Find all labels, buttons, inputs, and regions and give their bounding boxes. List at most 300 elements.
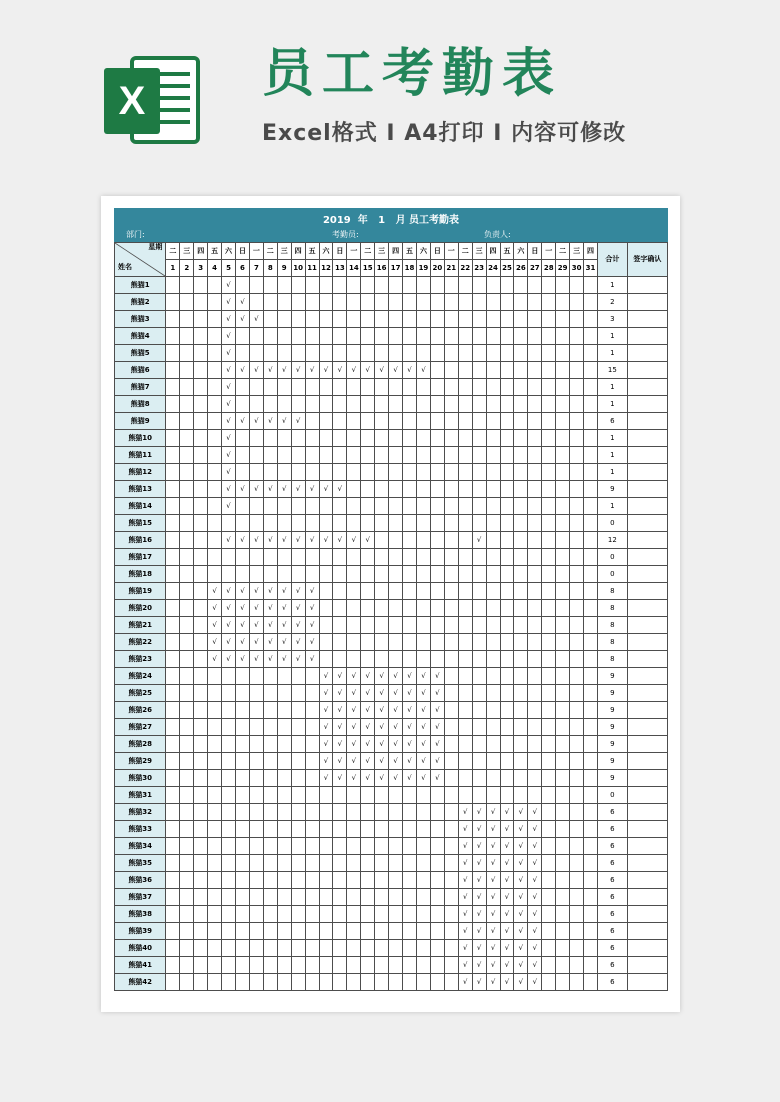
attendance-cell[interactable]: √ bbox=[263, 600, 277, 617]
attendance-cell[interactable] bbox=[263, 328, 277, 345]
attendance-cell[interactable] bbox=[444, 651, 458, 668]
attendance-cell[interactable]: √ bbox=[277, 532, 291, 549]
attendance-cell[interactable] bbox=[584, 668, 598, 685]
attendance-cell[interactable] bbox=[361, 379, 375, 396]
attendance-cell[interactable] bbox=[291, 702, 305, 719]
attendance-cell[interactable]: √ bbox=[319, 770, 333, 787]
attendance-cell[interactable]: √ bbox=[305, 362, 319, 379]
attendance-cell[interactable] bbox=[570, 804, 584, 821]
attendance-cell[interactable] bbox=[361, 634, 375, 651]
attendance-cell[interactable] bbox=[556, 362, 570, 379]
attendance-cell[interactable] bbox=[584, 277, 598, 294]
attendance-cell[interactable] bbox=[416, 940, 430, 957]
attendance-cell[interactable] bbox=[570, 379, 584, 396]
attendance-cell[interactable]: √ bbox=[333, 532, 347, 549]
signature-cell[interactable] bbox=[627, 362, 667, 379]
attendance-cell[interactable] bbox=[180, 583, 194, 600]
attendance-cell[interactable] bbox=[277, 736, 291, 753]
attendance-cell[interactable] bbox=[333, 872, 347, 889]
attendance-cell[interactable] bbox=[305, 328, 319, 345]
attendance-cell[interactable] bbox=[236, 855, 250, 872]
attendance-cell[interactable] bbox=[570, 464, 584, 481]
attendance-cell[interactable] bbox=[458, 685, 472, 702]
attendance-cell[interactable] bbox=[194, 294, 208, 311]
attendance-cell[interactable]: √ bbox=[514, 838, 528, 855]
attendance-cell[interactable]: √ bbox=[249, 617, 263, 634]
attendance-cell[interactable] bbox=[361, 498, 375, 515]
signature-cell[interactable] bbox=[627, 481, 667, 498]
attendance-cell[interactable] bbox=[166, 702, 180, 719]
attendance-cell[interactable] bbox=[584, 413, 598, 430]
attendance-cell[interactable] bbox=[180, 294, 194, 311]
attendance-cell[interactable]: √ bbox=[486, 923, 500, 940]
signature-cell[interactable] bbox=[627, 328, 667, 345]
attendance-cell[interactable] bbox=[249, 957, 263, 974]
attendance-cell[interactable] bbox=[277, 804, 291, 821]
attendance-cell[interactable] bbox=[208, 906, 222, 923]
attendance-cell[interactable] bbox=[542, 855, 556, 872]
attendance-cell[interactable] bbox=[444, 855, 458, 872]
attendance-cell[interactable] bbox=[263, 464, 277, 481]
signature-cell[interactable] bbox=[627, 889, 667, 906]
signature-cell[interactable] bbox=[627, 498, 667, 515]
attendance-cell[interactable]: √ bbox=[291, 413, 305, 430]
attendance-cell[interactable] bbox=[472, 617, 486, 634]
attendance-cell[interactable]: √ bbox=[528, 957, 542, 974]
attendance-cell[interactable] bbox=[180, 481, 194, 498]
attendance-cell[interactable] bbox=[403, 277, 417, 294]
attendance-cell[interactable]: √ bbox=[486, 855, 500, 872]
attendance-cell[interactable] bbox=[444, 685, 458, 702]
attendance-cell[interactable] bbox=[458, 396, 472, 413]
signature-cell[interactable] bbox=[627, 651, 667, 668]
attendance-cell[interactable] bbox=[486, 736, 500, 753]
attendance-cell[interactable] bbox=[180, 821, 194, 838]
attendance-cell[interactable]: √ bbox=[222, 430, 236, 447]
attendance-cell[interactable]: √ bbox=[208, 617, 222, 634]
attendance-cell[interactable] bbox=[486, 379, 500, 396]
attendance-cell[interactable] bbox=[222, 957, 236, 974]
attendance-cell[interactable] bbox=[333, 804, 347, 821]
attendance-cell[interactable] bbox=[222, 736, 236, 753]
attendance-cell[interactable] bbox=[486, 311, 500, 328]
attendance-cell[interactable]: √ bbox=[249, 634, 263, 651]
attendance-cell[interactable] bbox=[305, 515, 319, 532]
attendance-cell[interactable] bbox=[194, 804, 208, 821]
attendance-cell[interactable] bbox=[166, 974, 180, 991]
attendance-cell[interactable] bbox=[528, 566, 542, 583]
attendance-cell[interactable] bbox=[500, 566, 514, 583]
attendance-cell[interactable] bbox=[347, 855, 361, 872]
attendance-cell[interactable] bbox=[514, 702, 528, 719]
attendance-cell[interactable] bbox=[249, 277, 263, 294]
attendance-cell[interactable] bbox=[556, 872, 570, 889]
attendance-cell[interactable] bbox=[375, 549, 389, 566]
attendance-cell[interactable] bbox=[319, 498, 333, 515]
attendance-cell[interactable] bbox=[556, 481, 570, 498]
attendance-cell[interactable] bbox=[472, 396, 486, 413]
attendance-cell[interactable] bbox=[222, 719, 236, 736]
attendance-cell[interactable] bbox=[222, 668, 236, 685]
attendance-cell[interactable] bbox=[333, 974, 347, 991]
attendance-cell[interactable] bbox=[570, 855, 584, 872]
attendance-cell[interactable] bbox=[389, 481, 403, 498]
attendance-cell[interactable] bbox=[472, 379, 486, 396]
attendance-cell[interactable] bbox=[403, 923, 417, 940]
attendance-cell[interactable] bbox=[236, 787, 250, 804]
attendance-cell[interactable] bbox=[208, 838, 222, 855]
attendance-cell[interactable] bbox=[486, 515, 500, 532]
attendance-cell[interactable] bbox=[458, 481, 472, 498]
attendance-cell[interactable] bbox=[500, 328, 514, 345]
attendance-cell[interactable] bbox=[486, 685, 500, 702]
attendance-cell[interactable] bbox=[194, 685, 208, 702]
attendance-cell[interactable] bbox=[416, 379, 430, 396]
attendance-cell[interactable] bbox=[556, 532, 570, 549]
attendance-cell[interactable] bbox=[208, 940, 222, 957]
attendance-cell[interactable] bbox=[319, 855, 333, 872]
attendance-cell[interactable] bbox=[319, 311, 333, 328]
attendance-cell[interactable] bbox=[556, 821, 570, 838]
attendance-cell[interactable] bbox=[570, 668, 584, 685]
attendance-cell[interactable]: √ bbox=[500, 804, 514, 821]
attendance-cell[interactable]: √ bbox=[249, 481, 263, 498]
attendance-cell[interactable] bbox=[430, 311, 444, 328]
attendance-cell[interactable]: √ bbox=[472, 532, 486, 549]
attendance-cell[interactable] bbox=[472, 719, 486, 736]
attendance-cell[interactable] bbox=[180, 940, 194, 957]
attendance-cell[interactable]: √ bbox=[236, 634, 250, 651]
attendance-cell[interactable] bbox=[486, 481, 500, 498]
attendance-cell[interactable] bbox=[347, 787, 361, 804]
attendance-cell[interactable] bbox=[430, 634, 444, 651]
attendance-cell[interactable] bbox=[444, 566, 458, 583]
signature-cell[interactable] bbox=[627, 379, 667, 396]
attendance-cell[interactable] bbox=[333, 957, 347, 974]
attendance-cell[interactable] bbox=[333, 651, 347, 668]
signature-cell[interactable] bbox=[627, 583, 667, 600]
attendance-cell[interactable] bbox=[556, 719, 570, 736]
attendance-cell[interactable]: √ bbox=[249, 362, 263, 379]
attendance-cell[interactable] bbox=[542, 447, 556, 464]
attendance-cell[interactable] bbox=[403, 940, 417, 957]
attendance-cell[interactable]: √ bbox=[361, 685, 375, 702]
attendance-cell[interactable]: √ bbox=[236, 583, 250, 600]
attendance-cell[interactable]: √ bbox=[222, 651, 236, 668]
attendance-cell[interactable] bbox=[277, 940, 291, 957]
attendance-cell[interactable] bbox=[194, 974, 208, 991]
attendance-cell[interactable] bbox=[166, 447, 180, 464]
attendance-cell[interactable] bbox=[263, 515, 277, 532]
attendance-cell[interactable] bbox=[180, 702, 194, 719]
attendance-cell[interactable] bbox=[389, 447, 403, 464]
attendance-cell[interactable]: √ bbox=[528, 855, 542, 872]
attendance-cell[interactable] bbox=[180, 311, 194, 328]
attendance-cell[interactable]: √ bbox=[500, 974, 514, 991]
attendance-cell[interactable] bbox=[208, 889, 222, 906]
attendance-cell[interactable] bbox=[514, 464, 528, 481]
attendance-cell[interactable] bbox=[208, 753, 222, 770]
attendance-cell[interactable] bbox=[500, 719, 514, 736]
attendance-cell[interactable] bbox=[528, 481, 542, 498]
signature-cell[interactable] bbox=[627, 685, 667, 702]
signature-cell[interactable] bbox=[627, 396, 667, 413]
attendance-cell[interactable] bbox=[347, 447, 361, 464]
attendance-cell[interactable] bbox=[444, 481, 458, 498]
attendance-cell[interactable]: √ bbox=[528, 906, 542, 923]
signature-cell[interactable] bbox=[627, 600, 667, 617]
attendance-cell[interactable]: √ bbox=[222, 413, 236, 430]
attendance-cell[interactable] bbox=[305, 889, 319, 906]
attendance-cell[interactable]: √ bbox=[333, 753, 347, 770]
attendance-cell[interactable] bbox=[277, 430, 291, 447]
attendance-cell[interactable]: √ bbox=[319, 702, 333, 719]
attendance-cell[interactable] bbox=[305, 719, 319, 736]
attendance-cell[interactable] bbox=[208, 702, 222, 719]
attendance-cell[interactable] bbox=[403, 804, 417, 821]
attendance-cell[interactable] bbox=[361, 447, 375, 464]
attendance-cell[interactable] bbox=[556, 770, 570, 787]
attendance-cell[interactable]: √ bbox=[222, 277, 236, 294]
attendance-cell[interactable] bbox=[194, 940, 208, 957]
attendance-cell[interactable] bbox=[347, 481, 361, 498]
attendance-cell[interactable] bbox=[584, 804, 598, 821]
attendance-cell[interactable] bbox=[180, 396, 194, 413]
attendance-cell[interactable] bbox=[291, 821, 305, 838]
attendance-cell[interactable] bbox=[236, 906, 250, 923]
attendance-cell[interactable] bbox=[472, 566, 486, 583]
attendance-cell[interactable] bbox=[319, 345, 333, 362]
signature-cell[interactable] bbox=[627, 821, 667, 838]
attendance-cell[interactable] bbox=[194, 277, 208, 294]
attendance-cell[interactable] bbox=[542, 702, 556, 719]
attendance-cell[interactable] bbox=[486, 702, 500, 719]
attendance-cell[interactable] bbox=[277, 974, 291, 991]
attendance-cell[interactable]: √ bbox=[319, 753, 333, 770]
attendance-cell[interactable]: √ bbox=[222, 328, 236, 345]
attendance-cell[interactable]: √ bbox=[291, 583, 305, 600]
attendance-cell[interactable] bbox=[403, 430, 417, 447]
attendance-cell[interactable] bbox=[500, 651, 514, 668]
attendance-cell[interactable] bbox=[194, 396, 208, 413]
attendance-cell[interactable] bbox=[542, 396, 556, 413]
attendance-cell[interactable] bbox=[416, 600, 430, 617]
attendance-cell[interactable] bbox=[556, 447, 570, 464]
attendance-cell[interactable] bbox=[249, 515, 263, 532]
attendance-cell[interactable]: √ bbox=[375, 685, 389, 702]
attendance-cell[interactable] bbox=[361, 481, 375, 498]
attendance-cell[interactable] bbox=[333, 906, 347, 923]
attendance-cell[interactable]: √ bbox=[472, 838, 486, 855]
attendance-cell[interactable] bbox=[208, 277, 222, 294]
attendance-cell[interactable]: √ bbox=[375, 719, 389, 736]
attendance-cell[interactable]: √ bbox=[403, 753, 417, 770]
attendance-cell[interactable] bbox=[361, 889, 375, 906]
attendance-cell[interactable] bbox=[180, 362, 194, 379]
attendance-cell[interactable] bbox=[458, 702, 472, 719]
attendance-cell[interactable] bbox=[556, 617, 570, 634]
attendance-cell[interactable] bbox=[194, 906, 208, 923]
attendance-cell[interactable] bbox=[263, 736, 277, 753]
attendance-cell[interactable]: √ bbox=[458, 855, 472, 872]
attendance-cell[interactable] bbox=[263, 906, 277, 923]
attendance-cell[interactable] bbox=[556, 668, 570, 685]
attendance-cell[interactable] bbox=[305, 464, 319, 481]
attendance-cell[interactable] bbox=[444, 889, 458, 906]
attendance-cell[interactable] bbox=[458, 311, 472, 328]
attendance-cell[interactable]: √ bbox=[319, 481, 333, 498]
attendance-cell[interactable]: √ bbox=[486, 974, 500, 991]
attendance-cell[interactable] bbox=[361, 566, 375, 583]
attendance-cell[interactable] bbox=[389, 940, 403, 957]
signature-cell[interactable] bbox=[627, 974, 667, 991]
attendance-cell[interactable] bbox=[403, 464, 417, 481]
attendance-cell[interactable] bbox=[486, 532, 500, 549]
attendance-cell[interactable] bbox=[458, 464, 472, 481]
attendance-cell[interactable] bbox=[305, 872, 319, 889]
attendance-cell[interactable] bbox=[333, 345, 347, 362]
attendance-cell[interactable] bbox=[194, 515, 208, 532]
attendance-cell[interactable] bbox=[249, 906, 263, 923]
attendance-cell[interactable] bbox=[444, 396, 458, 413]
attendance-cell[interactable]: √ bbox=[263, 413, 277, 430]
attendance-cell[interactable] bbox=[584, 447, 598, 464]
attendance-cell[interactable] bbox=[542, 838, 556, 855]
attendance-cell[interactable] bbox=[584, 362, 598, 379]
attendance-cell[interactable]: √ bbox=[236, 294, 250, 311]
attendance-cell[interactable] bbox=[347, 617, 361, 634]
attendance-cell[interactable]: √ bbox=[249, 583, 263, 600]
attendance-cell[interactable] bbox=[277, 549, 291, 566]
signature-cell[interactable] bbox=[627, 855, 667, 872]
attendance-cell[interactable] bbox=[528, 685, 542, 702]
attendance-cell[interactable]: √ bbox=[430, 685, 444, 702]
attendance-cell[interactable] bbox=[430, 889, 444, 906]
attendance-cell[interactable] bbox=[166, 906, 180, 923]
attendance-cell[interactable] bbox=[542, 787, 556, 804]
attendance-cell[interactable] bbox=[430, 328, 444, 345]
attendance-cell[interactable]: √ bbox=[319, 362, 333, 379]
attendance-cell[interactable] bbox=[430, 430, 444, 447]
attendance-cell[interactable] bbox=[556, 600, 570, 617]
attendance-cell[interactable] bbox=[180, 855, 194, 872]
attendance-cell[interactable]: √ bbox=[514, 957, 528, 974]
attendance-cell[interactable] bbox=[375, 872, 389, 889]
attendance-cell[interactable]: √ bbox=[430, 736, 444, 753]
attendance-cell[interactable] bbox=[208, 464, 222, 481]
attendance-cell[interactable]: √ bbox=[514, 821, 528, 838]
attendance-cell[interactable] bbox=[514, 685, 528, 702]
attendance-cell[interactable] bbox=[403, 600, 417, 617]
attendance-cell[interactable] bbox=[584, 498, 598, 515]
attendance-cell[interactable] bbox=[208, 855, 222, 872]
attendance-cell[interactable] bbox=[542, 481, 556, 498]
attendance-cell[interactable] bbox=[361, 940, 375, 957]
signature-cell[interactable] bbox=[627, 804, 667, 821]
attendance-cell[interactable] bbox=[222, 702, 236, 719]
attendance-cell[interactable]: √ bbox=[291, 481, 305, 498]
attendance-cell[interactable] bbox=[584, 838, 598, 855]
attendance-cell[interactable] bbox=[361, 838, 375, 855]
attendance-cell[interactable]: √ bbox=[222, 600, 236, 617]
attendance-cell[interactable] bbox=[347, 974, 361, 991]
attendance-cell[interactable] bbox=[403, 294, 417, 311]
attendance-cell[interactable] bbox=[570, 583, 584, 600]
attendance-cell[interactable] bbox=[570, 617, 584, 634]
attendance-cell[interactable] bbox=[375, 464, 389, 481]
attendance-cell[interactable]: √ bbox=[277, 583, 291, 600]
attendance-cell[interactable]: √ bbox=[347, 719, 361, 736]
attendance-cell[interactable] bbox=[570, 294, 584, 311]
attendance-cell[interactable] bbox=[458, 583, 472, 600]
attendance-cell[interactable] bbox=[514, 515, 528, 532]
attendance-cell[interactable] bbox=[263, 345, 277, 362]
attendance-cell[interactable]: √ bbox=[486, 906, 500, 923]
attendance-cell[interactable] bbox=[500, 311, 514, 328]
attendance-cell[interactable] bbox=[389, 532, 403, 549]
attendance-cell[interactable]: √ bbox=[222, 294, 236, 311]
attendance-cell[interactable] bbox=[542, 906, 556, 923]
attendance-cell[interactable]: √ bbox=[361, 702, 375, 719]
attendance-cell[interactable] bbox=[166, 583, 180, 600]
attendance-cell[interactable] bbox=[472, 311, 486, 328]
attendance-cell[interactable] bbox=[222, 855, 236, 872]
attendance-cell[interactable] bbox=[277, 821, 291, 838]
attendance-cell[interactable] bbox=[208, 498, 222, 515]
attendance-cell[interactable] bbox=[444, 872, 458, 889]
attendance-cell[interactable]: √ bbox=[361, 736, 375, 753]
attendance-cell[interactable] bbox=[528, 651, 542, 668]
attendance-cell[interactable] bbox=[291, 311, 305, 328]
attendance-cell[interactable] bbox=[347, 396, 361, 413]
attendance-cell[interactable] bbox=[249, 872, 263, 889]
attendance-cell[interactable] bbox=[291, 396, 305, 413]
attendance-cell[interactable] bbox=[500, 617, 514, 634]
attendance-cell[interactable] bbox=[166, 838, 180, 855]
attendance-cell[interactable] bbox=[375, 328, 389, 345]
attendance-cell[interactable]: √ bbox=[347, 685, 361, 702]
attendance-cell[interactable] bbox=[194, 753, 208, 770]
attendance-cell[interactable] bbox=[444, 719, 458, 736]
attendance-cell[interactable] bbox=[486, 583, 500, 600]
attendance-cell[interactable] bbox=[514, 634, 528, 651]
attendance-cell[interactable] bbox=[389, 413, 403, 430]
attendance-cell[interactable] bbox=[444, 515, 458, 532]
attendance-cell[interactable] bbox=[528, 532, 542, 549]
attendance-cell[interactable] bbox=[514, 583, 528, 600]
attendance-cell[interactable] bbox=[528, 583, 542, 600]
attendance-cell[interactable] bbox=[180, 804, 194, 821]
attendance-cell[interactable] bbox=[500, 498, 514, 515]
attendance-cell[interactable] bbox=[486, 464, 500, 481]
attendance-cell[interactable] bbox=[305, 787, 319, 804]
signature-cell[interactable] bbox=[627, 617, 667, 634]
attendance-cell[interactable] bbox=[444, 634, 458, 651]
attendance-cell[interactable] bbox=[430, 617, 444, 634]
attendance-cell[interactable]: √ bbox=[305, 481, 319, 498]
attendance-cell[interactable] bbox=[222, 685, 236, 702]
attendance-cell[interactable] bbox=[249, 770, 263, 787]
attendance-cell[interactable] bbox=[319, 838, 333, 855]
attendance-cell[interactable] bbox=[236, 736, 250, 753]
attendance-cell[interactable] bbox=[542, 430, 556, 447]
attendance-cell[interactable] bbox=[347, 804, 361, 821]
attendance-cell[interactable] bbox=[277, 345, 291, 362]
attendance-cell[interactable] bbox=[430, 651, 444, 668]
attendance-cell[interactable] bbox=[208, 447, 222, 464]
attendance-cell[interactable] bbox=[403, 532, 417, 549]
attendance-cell[interactable] bbox=[389, 787, 403, 804]
